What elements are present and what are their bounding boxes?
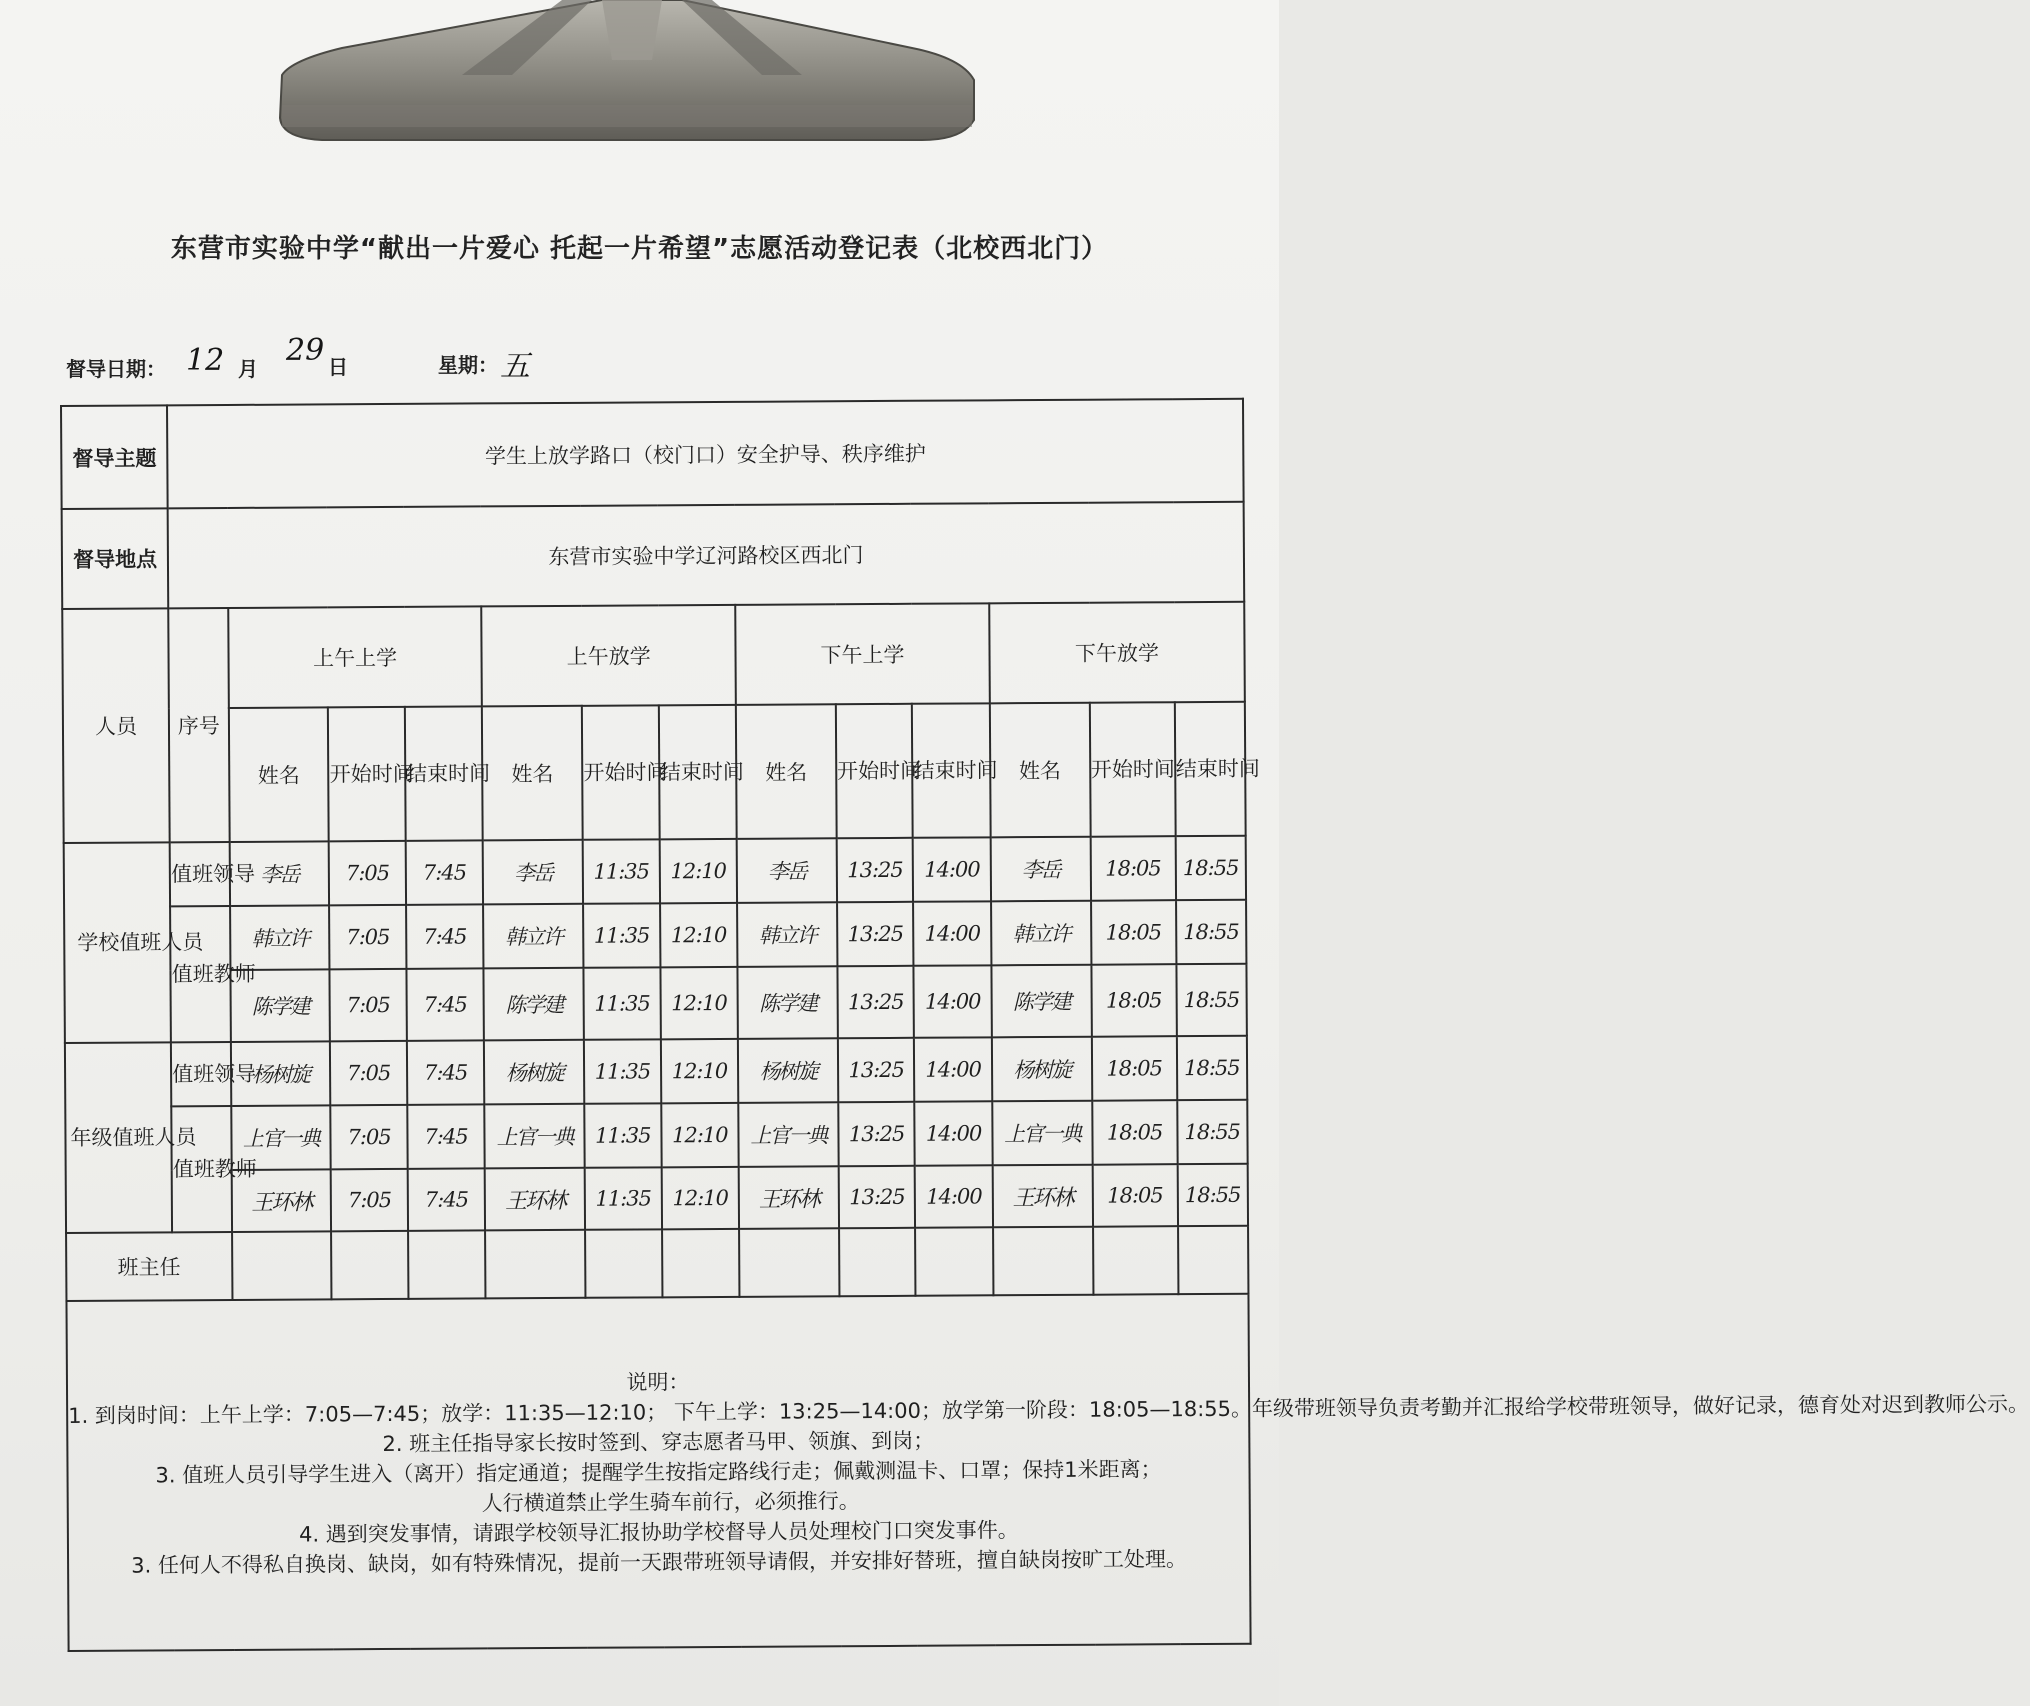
- time-cell: 13:25: [838, 1102, 915, 1166]
- period-afternoon-arrival: 下午上学: [735, 603, 989, 705]
- time-cell: 12:10: [660, 903, 738, 967]
- location-label: 督导地点: [62, 508, 169, 609]
- col-end: 结束时间: [658, 705, 736, 839]
- topic-value: 学生上放学路口（校门口）安全护导、秩序维护: [167, 399, 1243, 509]
- signature-cell: 李岳: [990, 837, 1090, 902]
- note-item: 3. 任何人不得私自换岗、缺岗，如有特殊情况，提前一天跟带班领导请假，并安排好替班，擅自缺岗按旷工处理。: [131, 1547, 1188, 1578]
- table-row: [64, 836, 1246, 907]
- time-cell: 7:05: [330, 1041, 407, 1105]
- signature-cell: 李岳: [737, 838, 837, 903]
- notes-section: [66, 1294, 2030, 1651]
- col-start: 开始时间: [1089, 702, 1175, 837]
- col-name: 姓名: [482, 706, 583, 841]
- empty-cell: [232, 1231, 332, 1300]
- time-cell: 12:10: [659, 839, 737, 903]
- note-item: 4. 遇到突发事情，请跟学校领导汇报协助学校督导人员处理校门口突发事件。: [298, 1518, 1019, 1547]
- time-cell: 18:05: [1091, 900, 1176, 965]
- time-cell: 18:55: [1177, 1164, 1248, 1226]
- registration-table: [60, 398, 2030, 1652]
- month-value: 12: [186, 343, 225, 378]
- signature-cell: 杨树旋: [992, 1037, 1092, 1102]
- time-cell: 14:00: [915, 1165, 993, 1227]
- col-end: 结束时间: [912, 703, 990, 837]
- signature-cell: 王环林: [231, 1169, 331, 1232]
- period-morning-arrival: 上午上学: [228, 606, 482, 708]
- table-row: [66, 1226, 1248, 1301]
- time-cell: 13:25: [838, 1038, 915, 1102]
- time-cell: 18:05: [1092, 1164, 1177, 1227]
- day-unit: 日: [328, 355, 348, 379]
- time-cell: 7:05: [329, 905, 406, 969]
- time-cell: 7:45: [406, 904, 484, 968]
- col-name: 姓名: [990, 703, 1091, 838]
- time-cell: 12:10: [661, 1167, 739, 1229]
- signature-cell: 上官一典: [485, 1104, 585, 1169]
- time-cell: 7:05: [331, 1105, 408, 1169]
- signature-cell: 韩立许: [483, 904, 583, 969]
- clipboard-clip-icon: [262, 0, 996, 145]
- col-start: 开始时间: [836, 704, 913, 838]
- time-cell: 18:55: [1175, 836, 1246, 900]
- time-cell: 14:00: [913, 901, 991, 965]
- leader-label: 值班领导: [170, 842, 230, 906]
- time-cell: 11:35: [584, 1039, 661, 1103]
- empty-cell: [485, 1230, 585, 1299]
- signature-cell: 陈学建: [230, 969, 330, 1042]
- time-cell: 7:05: [331, 1169, 408, 1231]
- time-cell: 7:45: [407, 1104, 485, 1168]
- note-item: 人行横道禁止学生骑车前行，必须推行。: [481, 1489, 860, 1516]
- time-cell: 12:10: [660, 1039, 738, 1103]
- time-cell: 14:00: [914, 965, 992, 1037]
- empty-cell: [915, 1227, 993, 1295]
- time-cell: 18:05: [1092, 1036, 1177, 1101]
- col-name: 姓名: [228, 707, 329, 842]
- signature-cell: 杨树旋: [738, 1038, 838, 1103]
- signature-cell: 上官一典: [738, 1102, 838, 1167]
- time-cell: 11:35: [583, 903, 660, 967]
- location-value: 东营市实验中学辽河路校区西北门: [168, 502, 1244, 609]
- period-afternoon-dismissal: 下午放学: [989, 602, 1245, 704]
- note-item: 3. 值班人员引导学生进入（离开）指定通道；提醒学生按指定路线行走；佩戴测温卡、口罩；保持1米距离；: [155, 1457, 1162, 1488]
- time-cell: 7:45: [406, 840, 484, 904]
- week-value: 五: [500, 349, 530, 384]
- time-cell: 13:25: [837, 902, 914, 966]
- month-unit: 月: [238, 357, 258, 381]
- empty-cell: [662, 1229, 740, 1297]
- signature-cell: 上官一典: [992, 1101, 1092, 1166]
- signature-cell: 杨树旋: [231, 1041, 331, 1106]
- grade-duty-label: 年级值班人员: [65, 1042, 172, 1233]
- time-cell: 14:00: [913, 837, 991, 901]
- time-cell: 13:25: [837, 838, 914, 902]
- signature-cell: 陈学建: [738, 966, 838, 1039]
- personnel-label: 人员: [62, 608, 170, 843]
- teacher-label: 值班教师: [170, 906, 230, 1042]
- signature-cell: 陈学建: [484, 968, 584, 1041]
- time-cell: 11:35: [584, 1103, 661, 1167]
- seq-label: 序号: [168, 608, 229, 842]
- signature-cell: 陈学建: [991, 965, 1091, 1038]
- col-start: 开始时间: [328, 707, 405, 841]
- notes-heading: 说明：: [626, 1370, 690, 1395]
- time-cell: 18:55: [1176, 1036, 1247, 1100]
- time-cell: 7:05: [330, 969, 407, 1041]
- time-cell: 7:45: [408, 1168, 486, 1230]
- signature-cell: 李岳: [483, 840, 583, 905]
- col-name: 姓名: [736, 704, 837, 839]
- time-cell: 18:55: [1176, 964, 1247, 1036]
- time-cell: 18:05: [1092, 1100, 1177, 1165]
- empty-cell: [1093, 1226, 1178, 1295]
- signature-cell: 上官一典: [231, 1105, 331, 1170]
- empty-cell: [408, 1230, 486, 1298]
- note-item: 1. 到岗时间：上午上学：7:05—7:45；放学：11:35—12:10； 下午上学：13:25—14:00；放学第一阶段：18:05—18:55。年级带班领导负责考勤并汇报给学校带班领导，做好记录，德育处对迟到教师公示。: [68, 1391, 2030, 1428]
- time-cell: 11:35: [585, 1167, 662, 1229]
- date-label: 督导日期：: [66, 357, 166, 381]
- time-cell: 7:05: [329, 841, 406, 905]
- topic-label: 督导主题: [61, 405, 168, 509]
- day-value: 29: [286, 333, 325, 368]
- empty-cell: [839, 1228, 916, 1296]
- homeroom-label: 班主任: [66, 1232, 232, 1301]
- time-cell: 7:45: [406, 968, 484, 1040]
- signature-cell: 杨树旋: [484, 1040, 584, 1105]
- time-cell: 14:00: [914, 1037, 992, 1101]
- empty-cell: [993, 1227, 1093, 1296]
- time-cell: 18:55: [1177, 1100, 1248, 1164]
- time-cell: 13:25: [839, 1166, 916, 1228]
- time-cell: 18:55: [1176, 900, 1247, 964]
- time-cell: 12:10: [661, 1103, 739, 1167]
- col-start: 开始时间: [582, 705, 659, 839]
- signature-cell: 韩立许: [991, 901, 1091, 966]
- table-row: [65, 1036, 1247, 1107]
- signature-cell: 王环林: [739, 1166, 839, 1229]
- empty-cell: [739, 1228, 839, 1297]
- time-cell: 18:05: [1090, 836, 1175, 901]
- empty-cell: [1178, 1226, 1249, 1294]
- signature-cell: 李岳: [229, 841, 329, 906]
- time-cell: 7:45: [407, 1040, 485, 1104]
- signature-cell: 韩立许: [230, 905, 330, 970]
- table-row: [65, 1100, 1247, 1171]
- week-label: 星期：: [438, 353, 498, 377]
- time-cell: 11:35: [583, 839, 660, 903]
- note-item: 2. 班主任指导家长按时签到、穿志愿者马甲、领旗、到岗；: [382, 1428, 935, 1457]
- period-morning-dismissal: 上午放学: [482, 605, 736, 707]
- signature-cell: 王环林: [485, 1168, 585, 1231]
- time-cell: 11:35: [584, 967, 661, 1039]
- time-cell: 18:05: [1091, 964, 1176, 1037]
- empty-cell: [331, 1231, 408, 1299]
- leader-label: 值班领导: [171, 1042, 231, 1106]
- teacher-label: 值班教师: [171, 1106, 231, 1232]
- school-duty-label: 学校值班人员: [64, 842, 171, 1043]
- time-cell: 12:10: [660, 967, 738, 1039]
- time-cell: 14:00: [915, 1101, 993, 1165]
- table-row: [64, 900, 1246, 971]
- time-cell: 13:25: [837, 966, 914, 1038]
- col-end: 结束时间: [1174, 702, 1245, 836]
- empty-cell: [585, 1229, 662, 1297]
- signature-cell: 韩立许: [737, 902, 837, 967]
- col-end: 结束时间: [405, 706, 483, 840]
- signature-cell: 王环林: [992, 1165, 1092, 1228]
- form-title: 东营市实验中学“献出一片爱心 托起一片希望”志愿活动登记表（北校西北门）: [170, 234, 1109, 264]
